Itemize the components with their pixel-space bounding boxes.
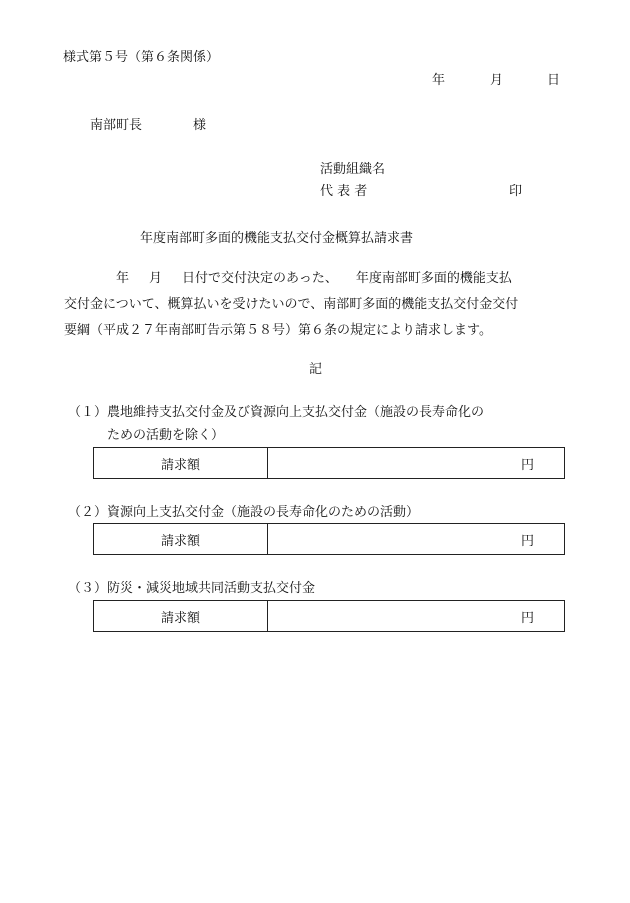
body-line-1 bbox=[64, 266, 554, 292]
organization-name-label: 活動組織名 bbox=[320, 162, 386, 177]
amount-label: 請求額 bbox=[94, 601, 268, 632]
amount-label: 請求額 bbox=[94, 524, 268, 555]
amount-label: 請求額 bbox=[94, 448, 268, 479]
body-fiscal-year-tail: 年度南部町多面的機能支払 bbox=[355, 271, 512, 286]
date-year-label: 年 bbox=[432, 73, 446, 88]
body-year: 年 bbox=[116, 271, 130, 286]
form-number: 様式第５号（第６条関係） bbox=[63, 50, 220, 65]
amount-field[interactable] bbox=[268, 601, 565, 632]
section-1-heading: （１）農地維持支払交付金及び資源向上支払交付金（施設の長寿命化の bbox=[68, 405, 485, 420]
section-1-amount-table bbox=[93, 447, 565, 479]
section-3-heading: （３）防災・減災地域共同活動支払交付金 bbox=[68, 581, 316, 596]
amount-field[interactable] bbox=[268, 524, 565, 555]
section-2-amount-table bbox=[93, 523, 565, 555]
representative-label: 代 表 者 bbox=[320, 184, 368, 199]
body-line-2: 交付金について、概算払いを受けたいので、南部町多面的機能支払交付金交付 bbox=[64, 297, 519, 312]
body-day-text: 日付で交付決定のあった、 bbox=[182, 271, 338, 286]
date-day-label: 日 bbox=[547, 73, 561, 88]
amount-field[interactable] bbox=[268, 448, 565, 479]
addressee-name: 南部町長 bbox=[90, 118, 143, 133]
yen-unit: 円 bbox=[520, 533, 534, 549]
addressee-honorific: 様 bbox=[193, 118, 207, 133]
section-2-heading: （２）資源向上支払交付金（施設の長寿命化のための活動） bbox=[68, 505, 420, 520]
document-title: 年度南部町多面的機能支払交付金概算払請求書 bbox=[140, 231, 414, 246]
body-line-3: 要綱（平成２７年南部町告示第５８号）第６条の規定により請求します。 bbox=[64, 323, 492, 338]
section-3-amount-table bbox=[93, 600, 565, 632]
yen-unit: 円 bbox=[520, 610, 534, 626]
table-row bbox=[94, 448, 565, 479]
yen-unit: 円 bbox=[520, 457, 534, 473]
ki-mark: 記 bbox=[309, 362, 323, 377]
section-1-heading-line-2: ための活動を除く） bbox=[107, 428, 225, 443]
date-month-label: 月 bbox=[490, 73, 504, 88]
body-month: 月 bbox=[149, 271, 163, 286]
table-row bbox=[94, 601, 565, 632]
table-row bbox=[94, 524, 565, 555]
seal-mark: 印 bbox=[509, 184, 523, 199]
